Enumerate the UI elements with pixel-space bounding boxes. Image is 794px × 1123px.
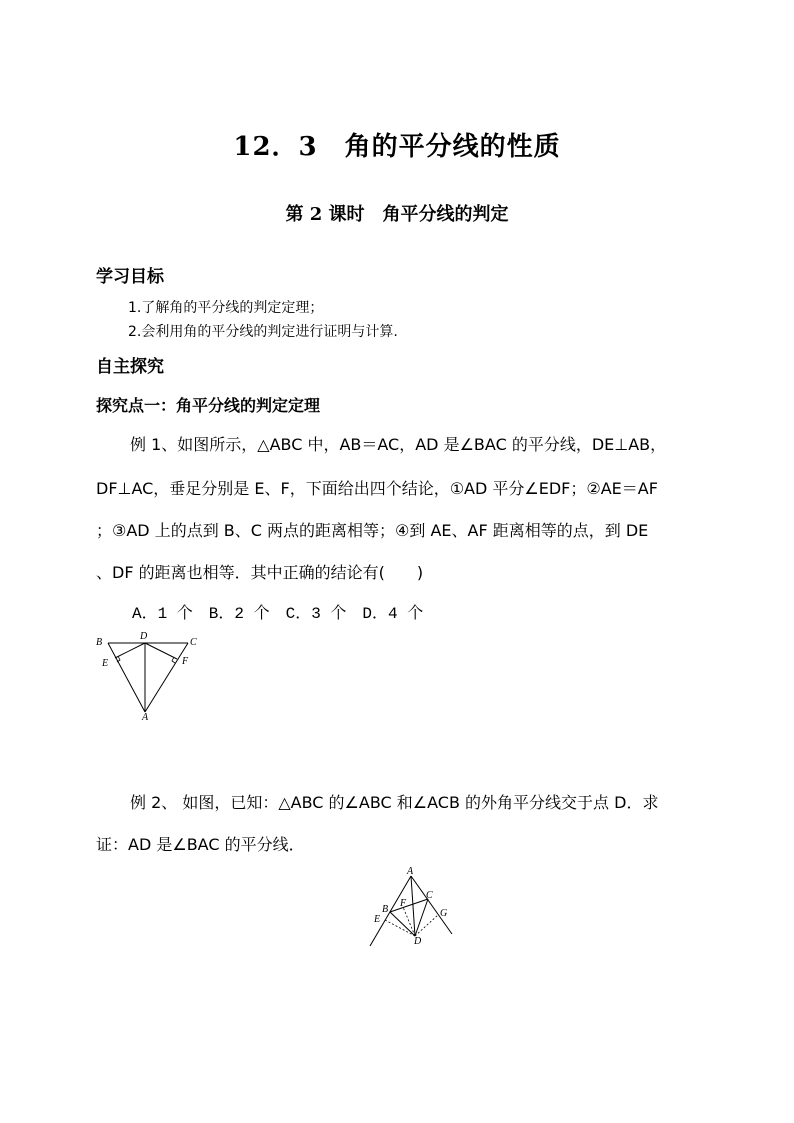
fig1-label-b: B: [96, 637, 103, 648]
example2-line-1: 例 2、 如图，已知：△ABC 的∠ABC 和∠ACB 的外角平分线交于点 D．求: [130, 793, 659, 812]
example1-figure: [90, 628, 200, 720]
fig2-label-c: C: [426, 890, 433, 901]
example1-line-3: ；③AD 上的点到 B、C 两点的距离相等；④到 AE、AF 距离相等的点，到 DE: [96, 521, 649, 540]
fig1-label-a: A: [142, 712, 149, 720]
example1-choices: A．1 个 B．2 个 C．3 个 D．4 个: [132, 605, 424, 623]
fig1-label-e: E: [102, 658, 109, 669]
fig2-label-e: E: [374, 914, 381, 925]
fig2-label-g: G: [440, 908, 448, 919]
fig1-label-c: C: [190, 637, 197, 648]
example1-line-2: DF⊥AC，垂足分别是 E、F，下面给出四个结论，①AD 平分∠EDF；②AE＝AF: [96, 479, 658, 498]
explore-point-1: 探究点一：角平分线的判定定理: [96, 396, 321, 415]
fig2-label-a: A: [407, 866, 414, 877]
goal-item-1: 1.了解角的平分线的判定定理；: [128, 300, 324, 316]
goal-item-2: 2.会利用角的平分线的判定进行证明与计算.: [128, 324, 398, 340]
fig2-label-b: B: [382, 904, 389, 915]
explore-heading: 自主探究: [96, 357, 164, 377]
page-title: 12．3 角的平分线的性质: [233, 132, 561, 162]
example2-line-2: 证：AD 是∠BAC 的平分线．: [96, 835, 305, 854]
example1-line-4: 、DF 的距离也相等．其中正确的结论有( ): [96, 563, 424, 582]
goals-heading: 学习目标: [96, 267, 164, 287]
lesson-subtitle: 第 2 课时 角平分线的判定: [285, 204, 509, 225]
example1-line-1: 例 1、如图所示，△ABC 中，AB＝AC，AD 是∠BAC 的平分线，DE⊥AB，: [130, 435, 667, 454]
fig2-label-f: F: [400, 898, 407, 909]
fig1-label-d: D: [140, 631, 148, 642]
fig2-label-d: D: [414, 936, 422, 947]
fig1-label-f: F: [182, 656, 189, 667]
example2-figure: [360, 862, 470, 954]
